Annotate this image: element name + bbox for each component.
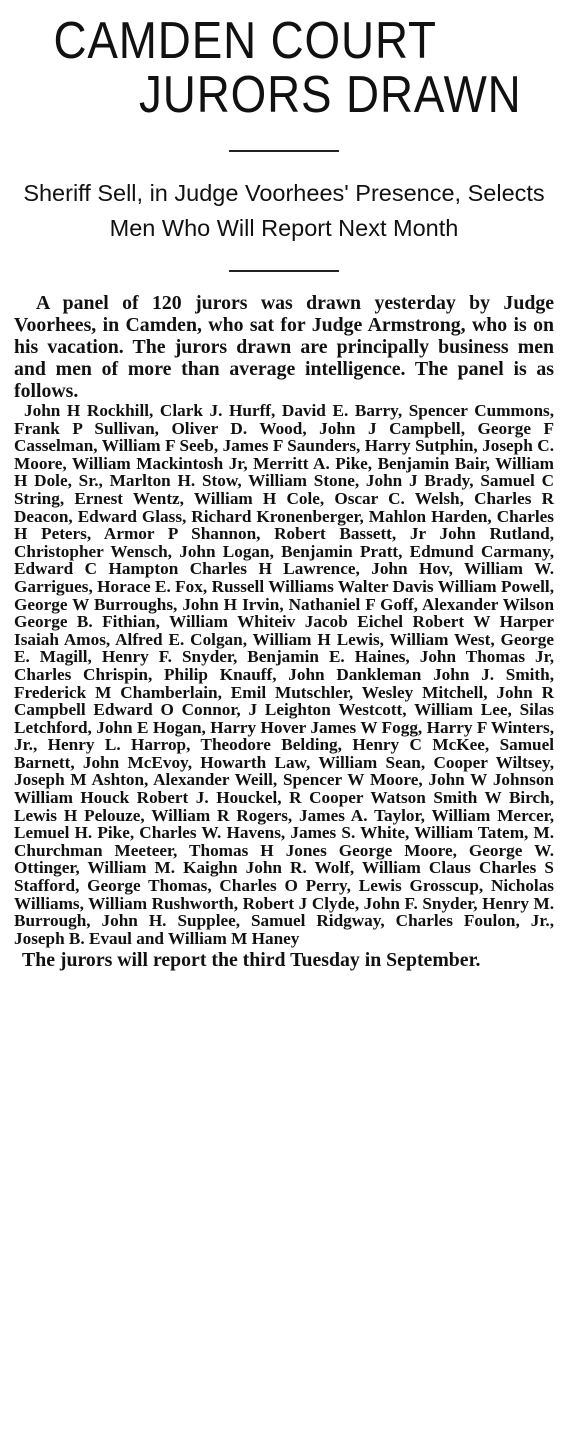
newspaper-clipping bbox=[0, 14, 566, 1442]
headline bbox=[46, 14, 521, 122]
juror-list-paragraph: John H Rockhill, Clark J. Hurff, David E. Barry, Spencer Cummons, Frank P Sullivan, Oliver D. Wood, John J Campbell, George F Casselman, William F Seeb, James F Saunders, Harry Sutphin, Joseph C. Moore, William Mackintosh Jr, Merritt A. Pike, Benjamin Bair, William H Dole, Sr., Marlton H. Stow, William Stone, John J Brady, Samuel C String, Ernest Wentz, William H Cole, Oscar C. Welsh, Charles R Deacon, Edward Glass, Richard Kronenberger, Mahlon Harden, Charles H Peters, Armor P Shannon, Robert Bassett, Jr John Rutland, Christopher Wensch, John Logan, Benjamin Pratt, Edmund Carmany, Edward C Hampton Charles H Lawrence, John Hov, William W. Garrigues, Horace E. Fox, Russell Williams Walter Davis William Powell, George W Burroughs, John H Irvin, Nathaniel F Goff, Alexander Wilson George B. Fithian, William Whiteiv Jacob Eichel Robert W Harper Isaiah Amos, Alfred E. Colgan, William H Lewis, William West, George E. Magill, Henry F. Snyder, Benjamin E. Haines, John Thomas Jr, Charles Chrispin, Philip Knauff, John Dankleman John J. Smith, Frederick M Chamberlain, Emil Mutschler, Wesley Mitchell, John R Campbell Edward O Connor, J Leighton Westcott, William Lee, Silas Letchford, John E Hogan, Harry Hover James W Fogg, Harry F Winters, Jr., Henry L. Harrop, Theodore Belding, Henry C McKee, Samuel Barnett, John McEvoy, Howarth Law, William Sean, Cooper Wiltsey, Joseph M Ashton, Alexander Weill, Spencer W Moore, John W Johnson William Houck Robert J. Houckel, R Cooper Watson Smith W Birch, Lewis H Pelouze, William R Rogers, James A. Taylor, William Mercer, Lemuel H. Pike, Charles W. Havens, James S. White, William Tatem, M. Churchman Meeteer, Thomas H Jones George Moore, George W. Ottinger, William M. Kaighn John R. Wolf, William Claus Charles S Stafford, George Thomas, Charles O Perry, Lewis Grosscup, Nicholas Williams, William Rushworth, Robert J Clyde, John F. Snyder, Henry M. Burrough, John H. Supplee, Samuel Ridgway, Charles Foulon, Jr., Joseph B. Evaul and William M Haney bbox=[14, 401, 554, 948]
subheadline: Sheriff Sell, in Judge Voorhees' Presence, Selects Men Who Will Report Next Month bbox=[23, 180, 545, 241]
divider-rule bbox=[229, 270, 339, 272]
article-paragraph: A panel of 120 jurors was drawn yesterday by Judge Voorhees, in Camden, who sat for Judge Armstrong, who is on his vacation. The jurors drawn are principally business men and men of more than average intelligence. The panel is as follows. bbox=[14, 292, 554, 402]
article-paragraph: The jurors will report the third Tuesday in September. bbox=[22, 949, 481, 972]
headline-line-2: JURORS DRAWN bbox=[139, 66, 522, 124]
article-body bbox=[14, 292, 554, 971]
headline-line-1: CAMDEN COURT bbox=[53, 12, 437, 70]
divider-rule bbox=[229, 150, 339, 152]
